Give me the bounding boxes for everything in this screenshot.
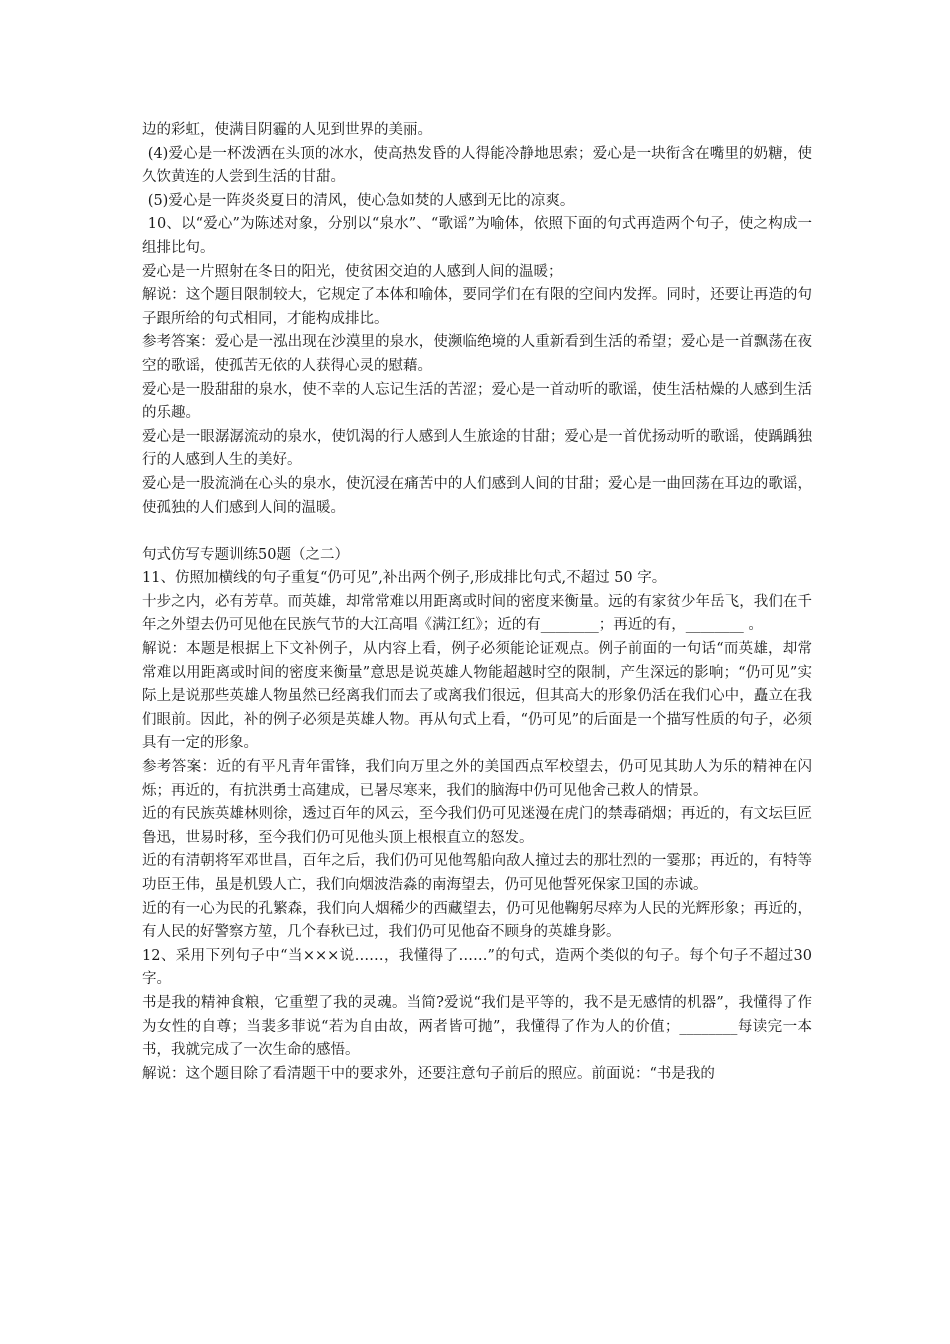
question-10-example: 爱心是一片照射在冬日的阳光，使贫困交迫的人感到人间的温暖； — [142, 263, 563, 280]
question-12: 12、采用下列句子中“当×××说……，我懂得了……”的句式，造两个类似的句子。每个句子不超过30字。 — [142, 947, 812, 988]
paragraph-item-4: (4)爱心是一杯泼洒在头顶的冰水，使高热发昏的人得能冷静地思索；爱心是一块衔含在嘴里的奶糖，使久饮黄连的人尝到生活的甘甜。 — [142, 145, 812, 186]
question-10-answer-2: 爱心是一股甜甜的泉水，使不幸的人忘记生活的苦涩；爱心是一首动听的歌谣，使生活枯燥的人感到生活的乐趣。 — [142, 381, 812, 422]
paragraph-continuation: 边的彩虹，使满目阴霾的人见到世界的美丽。 — [142, 122, 432, 138]
question-11-answer-2: 近的有民族英雄林则徐，透过百年的风云，至今我们仍可见迷漫在虎门的禁毒硝烟；再近的，有文坛巨匠鲁迅，世易时移，至今我们仍可见他头顶上根根直立的怒发。 — [142, 806, 812, 846]
question-11-answer-1: 参考答案：近的有平凡青年雷锋，我们向万里之外的美国西点军校望去，仍可见其助人为乐的精神在闪烁；再近的，有抗洪勇士高建成，已暑尽寒来，我们的脑海中仍可见他舍己救人的情景。 — [142, 759, 812, 799]
question-10-explanation: 解说：这个题目限制较大，它规定了本体和喻体，要同学们在有限的空间内发挥。同时，还要让再造的句子跟所给的句式相同，才能构成排比。 — [142, 287, 812, 327]
question-10-answer-3: 爱心是一眼潺潺流动的泉水，使饥渴的行人感到人生旅途的甘甜；爱心是一首优扬动听的歌谣，使踽踽独行的人感到人生的美好。 — [142, 428, 812, 469]
question-12-passage: 书是我的精神食粮，它重塑了我的灵魂。当简?爱说“我们是平等的，我不是无感情的机器”，我懂得了作为女性的自尊；当裴多菲说“若为自由故，两者皆可抛”，我懂得了作为人的价值；________每读完一本书，我就完成了一次生命的感悟。 — [142, 994, 812, 1059]
question-10-answer-1: 参考答案：爱心是一泓出现在沙漠里的泉水，使濒临绝境的人重新看到生活的希望；爱心是一首飘荡在夜空的歌谣，使孤苦无依的人获得心灵的慰藉。 — [142, 334, 812, 374]
question-10-answer-4: 爱心是一股流淌在心头的泉水，使沉浸在痛苦中的人们感到人间的甘甜；爱心是一曲回荡在耳边的歌谣，使孤独的人们感到人间的温暖。 — [142, 475, 812, 516]
question-11-explanation: 解说：本题是根据上下文补例子，从内容上看，例子必须能论证观点。例子前面的一句话“而英雄，却常常难以用距离或时间的密度来衡量”意思是说英雄人物能超越时空的限制，产生深远的影响；“仍可见”实际上是说那些英雄人物虽然已经离我们而去了或离我们很远，但其高大的形象仍活在我们心中，矗立在我们眼前。因此，补的例子必须是英雄人物。再从句式上看，“仍可见”的后面是一个描写性质的句子，必须具有一定的形象。 — [142, 641, 812, 752]
question-11-answer-4: 近的有一心为民的孔繁森，我们向人烟稀少的西藏望去，仍可见他鞠躬尽瘁为人民的光辉形象；再近的，有人民的好警察方堃，几个春秋已过，我们仍可见他奋不顾身的英雄身影。 — [142, 900, 812, 941]
paragraph-item-5: (5)爱心是一阵炎炎夏日的清风，使心急如焚的人感到无比的凉爽。 — [147, 192, 575, 209]
question-11: 11、仿照加横线的句子重复“仍可见”,补出两个例子,形成排比句式,不超过 50 字。 — [142, 570, 667, 587]
section-heading: 句式仿写专题训练50题（之二） — [142, 546, 349, 563]
document-page — [142, 119, 812, 1086]
question-11-passage: 十步之内，必有芳草。而英雄，却常常难以用距离或时间的密度来衡量。远的有家贫少年岳飞，我们在千年之外望去仍可见他在民族气节的大江高唱《满江红》；近的有________；再近的有，________ 。 — [142, 593, 812, 634]
blank-line — [142, 520, 812, 544]
question-11-answer-3: 近的有清朝将军邓世昌，百年之后，我们仍可见他驾船向敌人撞过去的那壮烈的一霎那；再近的，有特等功臣王伟，虽是机毁人亡，我们向烟波浩淼的南海望去，仍可见他誓死保家卫国的赤诚。 — [142, 853, 812, 893]
question-12-explanation: 解说：这个题目除了看清题干中的要求外，还要注意句子前后的照应。前面说：“书是我的 — [142, 1065, 715, 1082]
question-10: 10、以“爱心”为陈述对象，分别以“泉水”、“歌谣”为喻体，依照下面的句式再造两个句子，使之构成一组排比句。 — [142, 216, 812, 256]
